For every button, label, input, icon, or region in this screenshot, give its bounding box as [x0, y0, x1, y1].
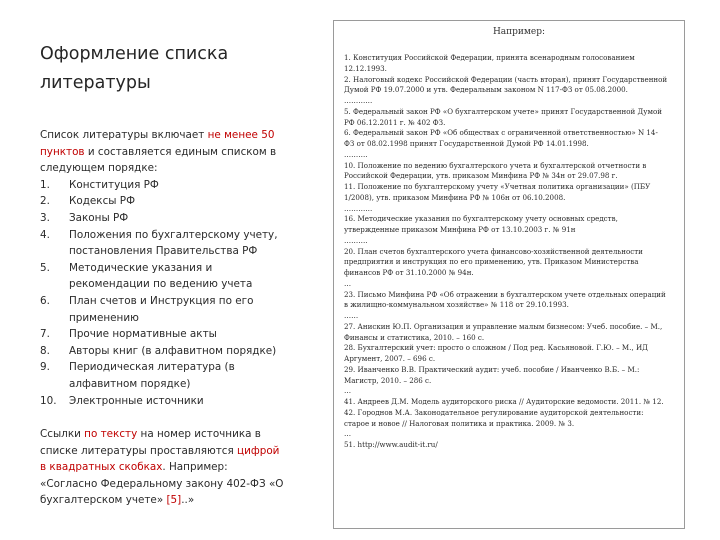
list-item-number: 8. — [40, 344, 50, 357]
reference-line: 41. Андреев Д.М. Модель аудиторского риска // Аудиторские ведомости. 2011. № 12. — [344, 397, 664, 406]
reference-line: 51. http://www.audit-it.ru/ — [344, 440, 438, 449]
example-box — [333, 20, 685, 529]
reference-line: 10. Положение по ведению бухгалтерского учета и бухгалтерской отчетности в — [344, 160, 647, 170]
list-item — [40, 193, 285, 210]
reference-line: утвержденные приказом Минфина РФ от 13.10.2003 г. № 91н — [344, 225, 576, 234]
intro-highlight: не менее 50 пунктов — [40, 129, 275, 158]
reference-line: … — [344, 429, 352, 439]
list-item — [40, 393, 285, 410]
reference-line: ………. — [344, 149, 368, 159]
reference-line: 23. Письмо Минфина РФ «Об отражении в бухгалтерском учете отдельных операций — [344, 289, 666, 299]
list-item — [40, 227, 285, 260]
reference-line: Аргумент, 2007. – 696 с. — [344, 354, 436, 363]
reference-line: 12.12.1993. — [344, 63, 387, 73]
list-item-number: 6. — [40, 294, 50, 307]
list-item-number: 2. — [40, 195, 50, 208]
list-item-number: 9. — [40, 361, 50, 374]
list-item-text: План счетов и Инструкция по его применению — [69, 294, 254, 324]
example-text-end: ..» — [181, 494, 195, 507]
reference-line: в жилищно-коммунальном хозяйстве» № 118 от 29.10.1993. — [344, 300, 569, 310]
links-text-end: . Например: — [162, 461, 228, 474]
reference-line: 29. Иванченко В.В. Практический аудит: учеб. пособие / Иванченко В.Б. – М.: — [344, 364, 640, 374]
reference-line: Думой РФ 19.07.2000 и утв. Федеральным законом N 117-ФЗ от 05.08.2000. — [344, 85, 628, 95]
reference-line: 5. Федеральный закон РФ «О бухгалтерском учете» принят Государственной Думой — [344, 106, 662, 116]
list-item — [40, 343, 285, 360]
list-item-text: Периодическая литература (в алфавитном порядке) — [69, 361, 235, 390]
example-quote — [40, 476, 285, 509]
intro-text-end: и составляется единым списком в следующем порядке: — [40, 145, 277, 175]
list-item-text: Положения по бухгалтерскому учету, постановления Правительства РФ — [69, 228, 278, 258]
example-citation: [5] — [166, 494, 182, 507]
order-list — [40, 177, 285, 409]
title-line-1: Оформление списка — [40, 44, 229, 64]
reference-list — [344, 53, 678, 451]
list-item-number: 7. — [40, 328, 50, 341]
page-title — [40, 40, 285, 98]
reference-line: …… — [344, 311, 359, 320]
links-paragraph — [40, 426, 285, 476]
reference-line: 11. Положение по бухгалтерскому учету «Учетная политика организации» (ПБУ — [344, 182, 651, 191]
list-item-number: 5. — [40, 261, 50, 274]
intro-paragraph — [40, 127, 285, 177]
reference-line: 1. Конституция Российской Федерации, принята всенародным голосованием — [344, 53, 635, 62]
example-heading-text: Например: — [492, 27, 546, 37]
list-item — [40, 177, 285, 194]
reference-line: … — [344, 386, 352, 396]
reference-line: РФ 06.12.2011 г. № 402 ФЗ. — [344, 117, 446, 127]
reference-line: старое и новое // Налоговая политика и практика. 2009. № 3. — [344, 418, 575, 428]
intro-text: Список литературы включает — [40, 129, 208, 141]
reference-line: 42. Городнов М.А. Законодательное регулирование аудиторской деятельности: — [344, 407, 644, 417]
reference-line: 2. Налоговый кодекс Российской Федерации (часть вторая), принят Государственной — [344, 74, 668, 84]
example-text: «Согласно Федеральному закону 402-ФЗ «О бухгалтерском учете» — [40, 477, 284, 507]
list-item — [40, 326, 285, 343]
list-item — [40, 260, 285, 293]
reference-line: 27. Анискин Ю.П. Организация и управление малым бизнесом: Учеб. пособие. – М., — [344, 321, 663, 331]
list-item-number: 10. — [40, 394, 57, 407]
list-item-number: 3. — [40, 211, 50, 224]
title-line-2: литературы — [40, 73, 151, 93]
reference-line: ………… — [344, 203, 373, 213]
list-item-number: 1. — [40, 178, 50, 191]
list-item-text: Методические указания и рекомендации по ведению учета — [69, 261, 253, 291]
reference-line: 1/2008), утв. приказом Минфина РФ № 106н от 06.10.2008. — [344, 192, 566, 202]
list-item-text: Прочие нормативные акты — [69, 328, 217, 341]
links-text: Ссылки — [40, 428, 85, 441]
links-highlight-1: по тексту — [84, 428, 138, 441]
list-item-text: Конституция РФ — [69, 178, 159, 191]
list-item — [40, 293, 285, 326]
list-item-text: Авторы книг (в алфавитном порядке) — [69, 344, 277, 357]
reference-line: предприятия и инструкция по его применению, утв. Приказом Министерства — [344, 257, 639, 267]
reference-line: 28. Бухгалтерский учет: просто о сложном / Под ред. Касьяновой. Г.Ю. – М., ИД — [344, 343, 648, 353]
reference-line: ………. — [344, 235, 368, 245]
reference-line: 20. План счетов бухгалтерского учета финансово-хозяйственной деятельности — [344, 246, 643, 256]
list-item — [40, 210, 285, 227]
reference-line: … — [344, 278, 352, 288]
list-item-number: 4. — [40, 228, 50, 241]
reference-line: 16. Методические указания по бухгалтерскому учету основных средств, — [344, 214, 618, 224]
reference-line: Финансы и статистика, 2010. – 160 с. — [344, 332, 485, 342]
links-text-mid: на номер источника в списке литературы проставляются — [40, 428, 261, 457]
example-heading — [334, 26, 684, 38]
list-item — [40, 359, 285, 392]
reference-line: финансов РФ от 31.10.2000 № 94н. — [344, 268, 474, 277]
reference-line: ФЗ от 08.02.1998 принят Государственной Думой РФ 14.01.1998. — [344, 139, 589, 148]
reference-line: Магистр, 2010. – 286 с. — [344, 375, 432, 385]
reference-line: 6. Федеральный закон РФ «Об обществах с ограниченной ответственностью» N 14- — [344, 128, 658, 138]
left-panel — [40, 40, 285, 509]
links-highlight-2: цифрой в квадратных скобках — [40, 444, 280, 474]
reference-line: Российской Федерации, утв. приказом Минфина РФ № 34н от 29.07.98 г. — [344, 171, 618, 181]
list-item-text: Электронные источники — [69, 394, 204, 407]
list-item-text: Законы РФ — [69, 211, 129, 224]
reference-line: ………… — [344, 96, 373, 105]
list-item-text: Кодексы РФ — [69, 195, 136, 208]
